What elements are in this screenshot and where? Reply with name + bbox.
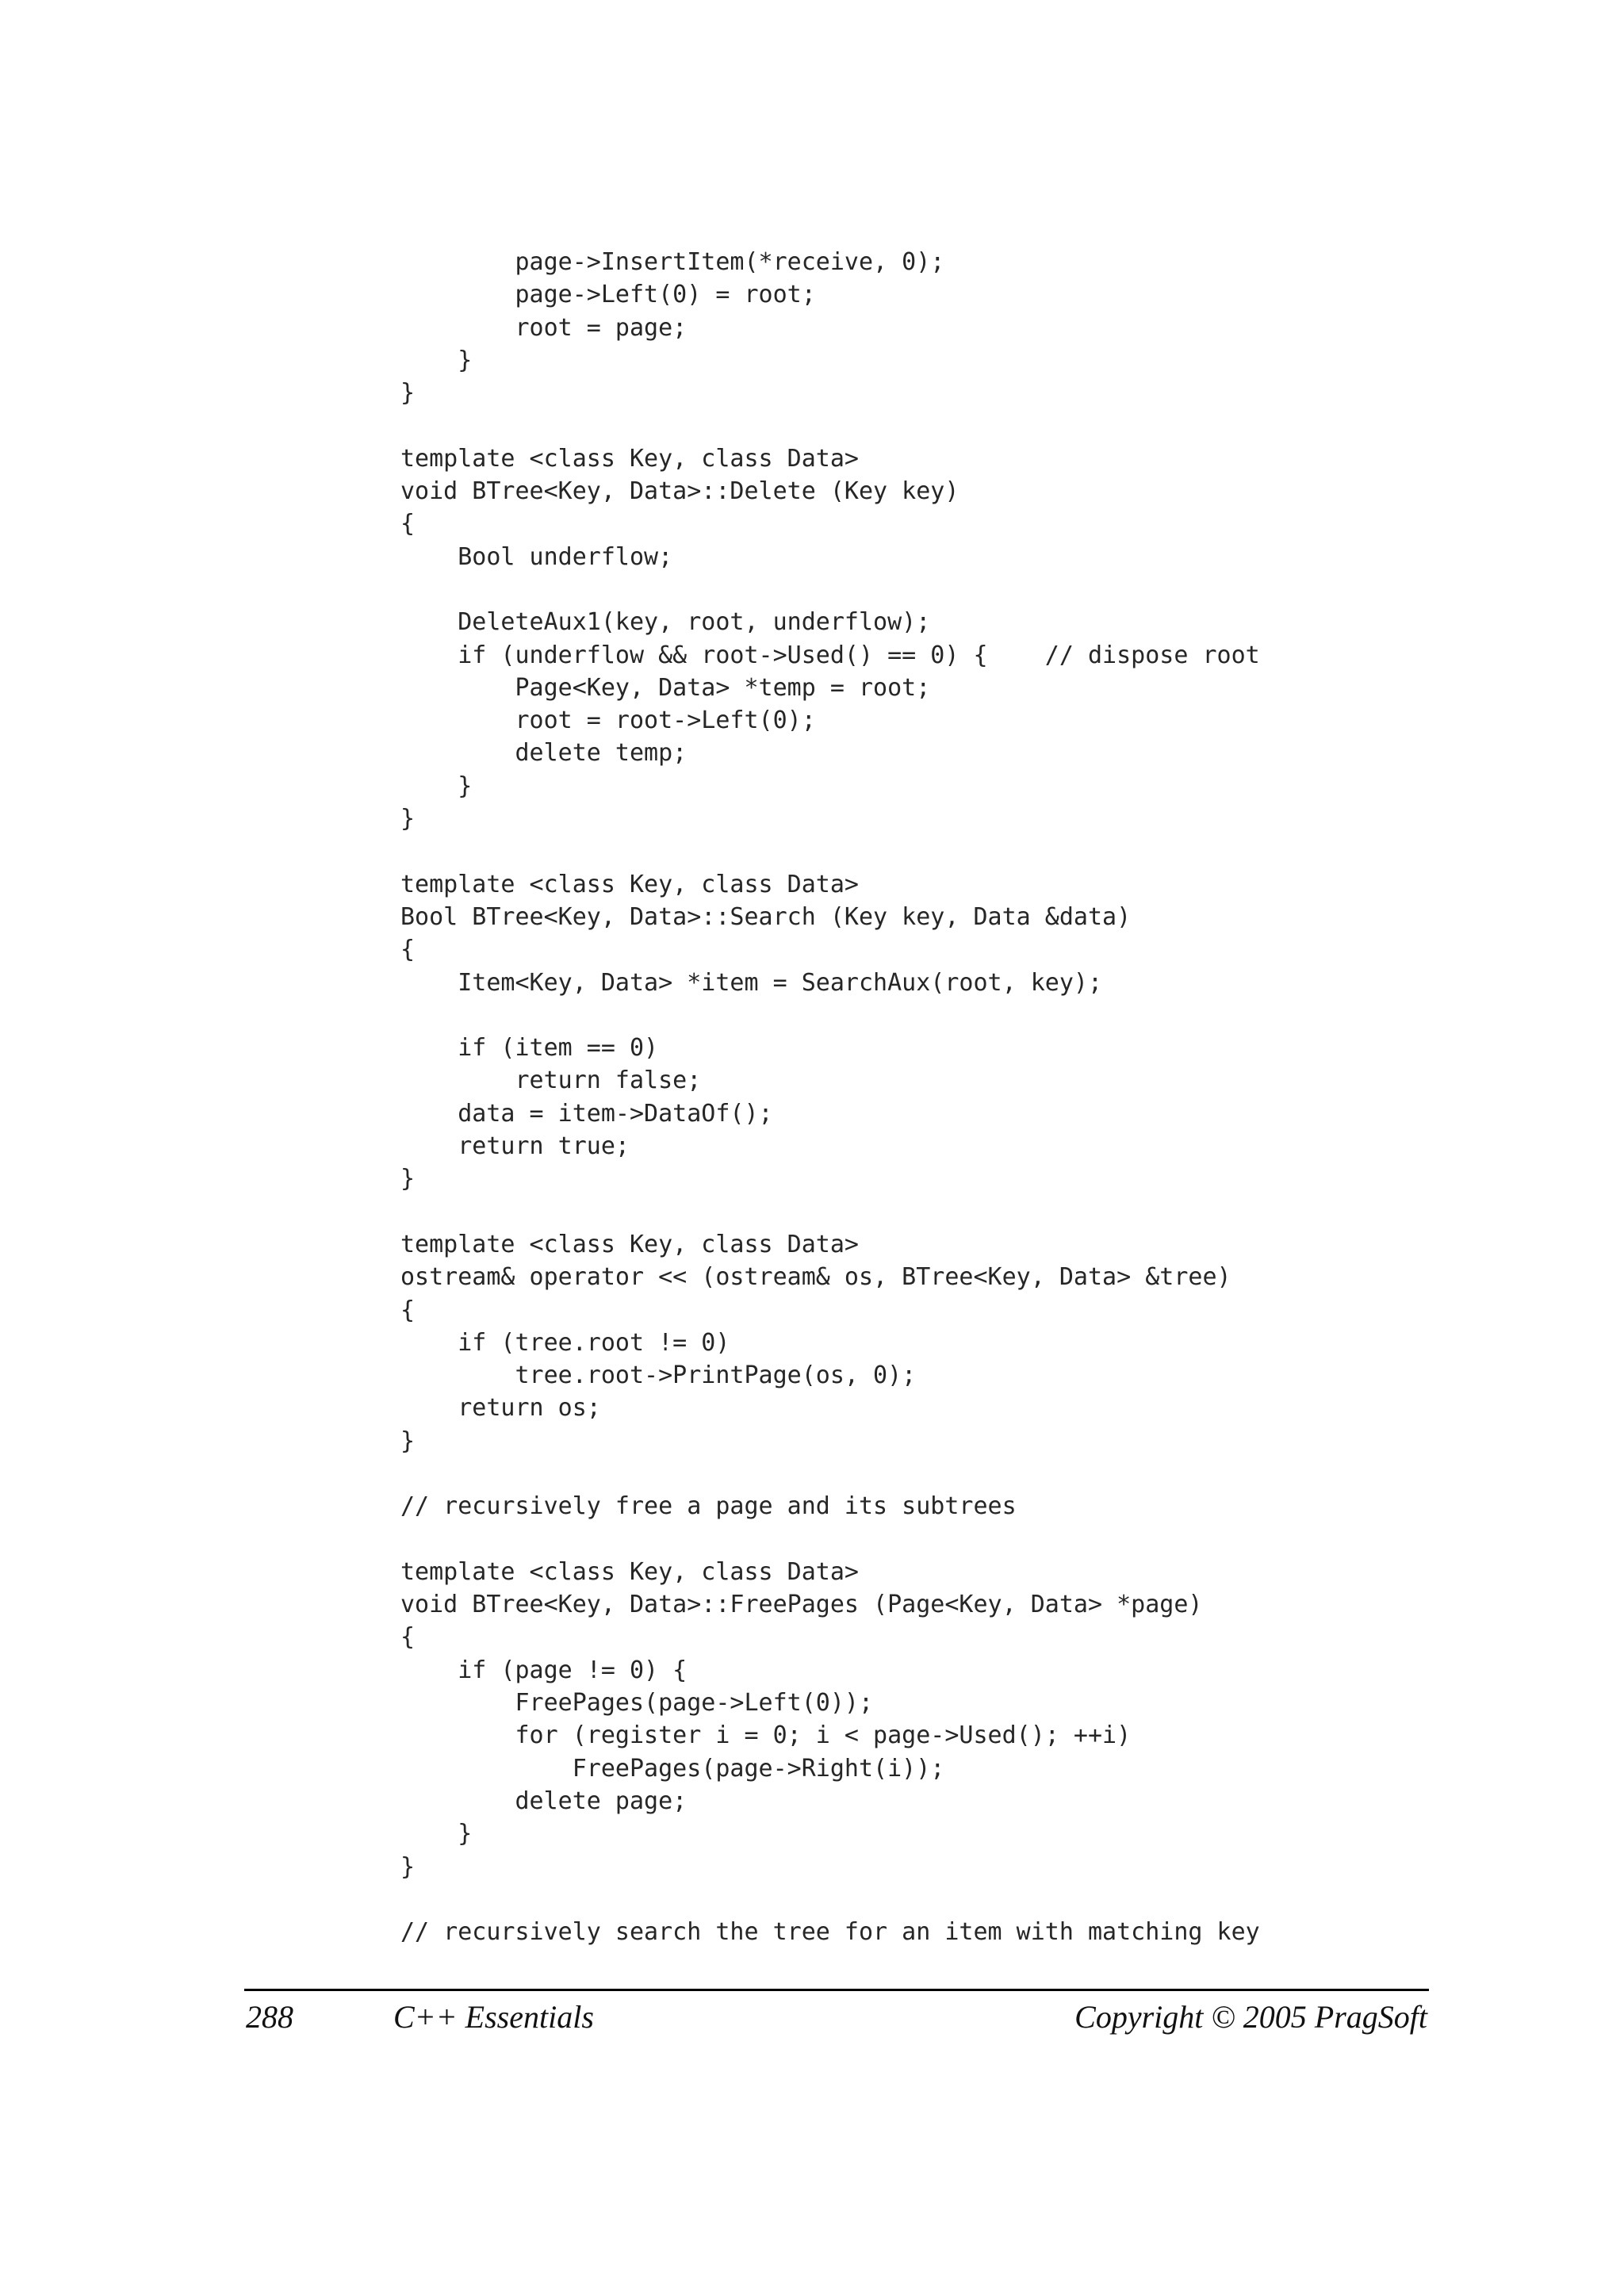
code-line: root = page; (400, 313, 688, 342)
code-line: Bool underflow; (400, 542, 673, 571)
code-line: } (400, 772, 473, 800)
code-line: void BTree<Key, Data>::Delete (Key key) (400, 477, 959, 506)
code-line (400, 1523, 1260, 1556)
code-line: } (400, 1820, 473, 1848)
code-line: Bool BTree<Key, Data>::Search (Key key, Data &data) (400, 902, 1132, 931)
code-line: } (400, 1427, 416, 1455)
code-line: for (register i = 0; i < page->Used(); ++i) (400, 1721, 1132, 1750)
code-line: delete page; (400, 1787, 688, 1815)
code-line: { (400, 1296, 416, 1324)
code-line: template <class Key, class Data> (400, 1230, 859, 1258)
book-title: C++ Essentials (393, 1999, 594, 2035)
code-line: return os; (400, 1394, 601, 1423)
code-line: { (400, 1623, 416, 1652)
code-line: if (item == 0) (400, 1034, 659, 1063)
code-line: if (tree.root != 0) (400, 1328, 730, 1357)
code-line: Item<Key, Data> *item = SearchAux(root, key); (400, 968, 1103, 997)
code-line (400, 999, 1260, 1032)
page-number: 288 (246, 1999, 293, 2035)
code-line: data = item->DataOf(); (400, 1099, 773, 1128)
code-line (400, 573, 1260, 606)
code-line: // recursively free a page and its subtrees (400, 1492, 1017, 1521)
code-line: } (400, 346, 473, 374)
code-line: } (400, 1165, 416, 1193)
code-line: void BTree<Key, Data>::FreePages (Page<Key, Data> *page) (400, 1591, 1203, 1619)
code-line (400, 1457, 1260, 1490)
footer-divider (244, 1989, 1429, 1991)
code-line: page->Left(0) = root; (400, 281, 816, 309)
code-line (400, 1883, 1260, 1916)
code-line: return true; (400, 1132, 630, 1161)
code-line: { (400, 510, 416, 538)
code-line: return false; (400, 1067, 702, 1095)
code-line: FreePages(page->Right(i)); (400, 1754, 945, 1783)
code-line: tree.root->PrintPage(os, 0); (400, 1361, 917, 1390)
code-line: { (400, 936, 416, 964)
code-line: } (400, 805, 416, 833)
code-line (400, 835, 1260, 867)
code-line: } (400, 379, 416, 408)
code-line: page->InsertItem(*receive, 0); (400, 248, 945, 276)
code-line: if (underflow && root->Used() == 0) { // dispose root (400, 641, 1260, 669)
code-listing (400, 246, 1260, 1948)
code-line: template <class Key, class Data> (400, 870, 859, 898)
code-line: } (400, 1852, 416, 1881)
code-line: delete temp; (400, 739, 688, 768)
code-line: Page<Key, Data> *temp = root; (400, 673, 931, 702)
code-line: FreePages(page->Left(0)); (400, 1689, 874, 1718)
code-line: if (page != 0) { (400, 1656, 688, 1684)
code-line: root = root->Left(0); (400, 707, 816, 735)
code-line: DeleteAux1(key, root, underflow); (400, 608, 931, 637)
copyright-notice: Copyright © 2005 PragSoft (1074, 1999, 1427, 2035)
code-line (400, 409, 1260, 442)
code-line (400, 1196, 1260, 1228)
code-line: // recursively search the tree for an item with matching key (400, 1918, 1260, 1947)
code-line: ostream& operator << (ostream& os, BTree<Key, Data> &tree) (400, 1263, 1231, 1292)
code-line: template <class Key, class Data> (400, 444, 859, 473)
code-line: template <class Key, class Data> (400, 1557, 859, 1586)
